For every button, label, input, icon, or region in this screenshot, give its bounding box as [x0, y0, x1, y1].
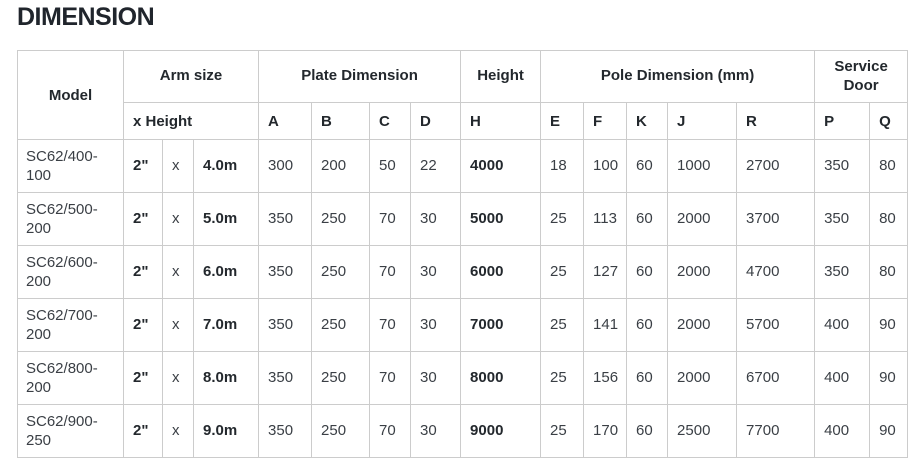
cell-arm_x: x: [163, 140, 194, 193]
table-row: [18, 193, 908, 246]
cell-model: SC62/800-200: [18, 352, 124, 405]
cell-J: 1000: [668, 140, 737, 193]
cell-arm_x: x: [163, 352, 194, 405]
cell-H: 9000: [461, 405, 541, 458]
cell-R: 3700: [737, 193, 815, 246]
cell-K: 60: [627, 299, 668, 352]
cell-D: 22: [411, 140, 461, 193]
cell-C: 70: [370, 352, 411, 405]
cell-J: 2000: [668, 299, 737, 352]
cell-K: 60: [627, 246, 668, 299]
cell-C: 70: [370, 193, 411, 246]
cell-A: 300: [259, 140, 312, 193]
cell-arm_x: x: [163, 299, 194, 352]
cell-R: 6700: [737, 352, 815, 405]
cell-H: 4000: [461, 140, 541, 193]
page-title: DIMENSION: [17, 3, 155, 31]
cell-C: 70: [370, 246, 411, 299]
cell-D: 30: [411, 299, 461, 352]
table-row: [18, 299, 908, 352]
cell-Q: 80: [870, 193, 908, 246]
cell-F: 170: [584, 405, 627, 458]
cell-Q: 80: [870, 246, 908, 299]
cell-H: 7000: [461, 299, 541, 352]
cell-B: 250: [312, 405, 370, 458]
cell-P: 400: [815, 299, 870, 352]
cell-arm_x: x: [163, 193, 194, 246]
cell-arm_x: x: [163, 405, 194, 458]
cell-C: 70: [370, 299, 411, 352]
cell-E: 25: [541, 299, 584, 352]
cell-model: SC62/700-200: [18, 299, 124, 352]
cell-K: 60: [627, 140, 668, 193]
sub-header-x-height: x Height: [124, 103, 259, 140]
cell-J: 2000: [668, 193, 737, 246]
col-header-height: Height: [461, 51, 541, 103]
cell-arm_height: 7.0m: [194, 299, 259, 352]
sub-header-k: K: [627, 103, 668, 140]
cell-model: SC62/400-100: [18, 140, 124, 193]
table-body: [18, 140, 908, 458]
sub-header-f: F: [584, 103, 627, 140]
table-row: [18, 405, 908, 458]
cell-arm_diameter: 2": [124, 405, 163, 458]
cell-F: 100: [584, 140, 627, 193]
cell-arm_height: 5.0m: [194, 193, 259, 246]
cell-E: 25: [541, 405, 584, 458]
table-row: [18, 140, 908, 193]
col-header-model: Model: [18, 51, 124, 140]
cell-F: 156: [584, 352, 627, 405]
dimension-table: [17, 50, 908, 458]
cell-K: 60: [627, 405, 668, 458]
cell-R: 4700: [737, 246, 815, 299]
sub-header-h: H: [461, 103, 541, 140]
cell-arm_diameter: 2": [124, 193, 163, 246]
cell-A: 350: [259, 405, 312, 458]
cell-B: 250: [312, 246, 370, 299]
cell-P: 350: [815, 193, 870, 246]
cell-P: 350: [815, 246, 870, 299]
cell-D: 30: [411, 405, 461, 458]
cell-K: 60: [627, 193, 668, 246]
sub-header-c: C: [370, 103, 411, 140]
cell-A: 350: [259, 299, 312, 352]
cell-E: 25: [541, 246, 584, 299]
cell-arm_diameter: 2": [124, 352, 163, 405]
cell-model: SC62/600-200: [18, 246, 124, 299]
cell-E: 25: [541, 193, 584, 246]
cell-A: 350: [259, 246, 312, 299]
cell-E: 25: [541, 352, 584, 405]
cell-P: 350: [815, 140, 870, 193]
cell-Q: 90: [870, 352, 908, 405]
cell-arm_height: 8.0m: [194, 352, 259, 405]
table-group-header-row: [18, 51, 908, 103]
cell-H: 8000: [461, 352, 541, 405]
cell-model: SC62/900-250: [18, 405, 124, 458]
sub-header-e: E: [541, 103, 584, 140]
table-row: [18, 352, 908, 405]
cell-J: 2500: [668, 405, 737, 458]
cell-arm_height: 4.0m: [194, 140, 259, 193]
cell-F: 113: [584, 193, 627, 246]
cell-B: 250: [312, 299, 370, 352]
cell-E: 18: [541, 140, 584, 193]
cell-A: 350: [259, 193, 312, 246]
col-header-pole-dimension: Pole Dimension (mm): [541, 51, 815, 103]
cell-arm_diameter: 2": [124, 140, 163, 193]
cell-J: 2000: [668, 352, 737, 405]
cell-R: 5700: [737, 299, 815, 352]
cell-C: 70: [370, 405, 411, 458]
cell-arm_diameter: 2": [124, 299, 163, 352]
cell-C: 50: [370, 140, 411, 193]
cell-arm_x: x: [163, 246, 194, 299]
cell-B: 250: [312, 352, 370, 405]
cell-H: 5000: [461, 193, 541, 246]
cell-arm_height: 6.0m: [194, 246, 259, 299]
cell-K: 60: [627, 352, 668, 405]
sub-header-r: R: [737, 103, 815, 140]
cell-Q: 90: [870, 405, 908, 458]
cell-F: 141: [584, 299, 627, 352]
cell-Q: 80: [870, 140, 908, 193]
cell-B: 200: [312, 140, 370, 193]
sub-header-b: B: [312, 103, 370, 140]
cell-D: 30: [411, 352, 461, 405]
cell-F: 127: [584, 246, 627, 299]
cell-D: 30: [411, 246, 461, 299]
cell-model: SC62/500-200: [18, 193, 124, 246]
cell-R: 2700: [737, 140, 815, 193]
sub-header-q: Q: [870, 103, 908, 140]
sub-header-p: P: [815, 103, 870, 140]
sub-header-a: A: [259, 103, 312, 140]
cell-R: 7700: [737, 405, 815, 458]
cell-D: 30: [411, 193, 461, 246]
table-row: [18, 246, 908, 299]
cell-A: 350: [259, 352, 312, 405]
cell-P: 400: [815, 352, 870, 405]
col-header-plate-dimension: Plate Dimension: [259, 51, 461, 103]
cell-H: 6000: [461, 246, 541, 299]
col-header-arm-size: Arm size: [124, 51, 259, 103]
sub-header-j: J: [668, 103, 737, 140]
cell-arm_diameter: 2": [124, 246, 163, 299]
cell-J: 2000: [668, 246, 737, 299]
cell-arm_height: 9.0m: [194, 405, 259, 458]
cell-P: 400: [815, 405, 870, 458]
sub-header-d: D: [411, 103, 461, 140]
cell-Q: 90: [870, 299, 908, 352]
cell-B: 250: [312, 193, 370, 246]
table-sub-header-row: [18, 103, 908, 140]
col-header-service-door: Service Door: [815, 51, 908, 103]
